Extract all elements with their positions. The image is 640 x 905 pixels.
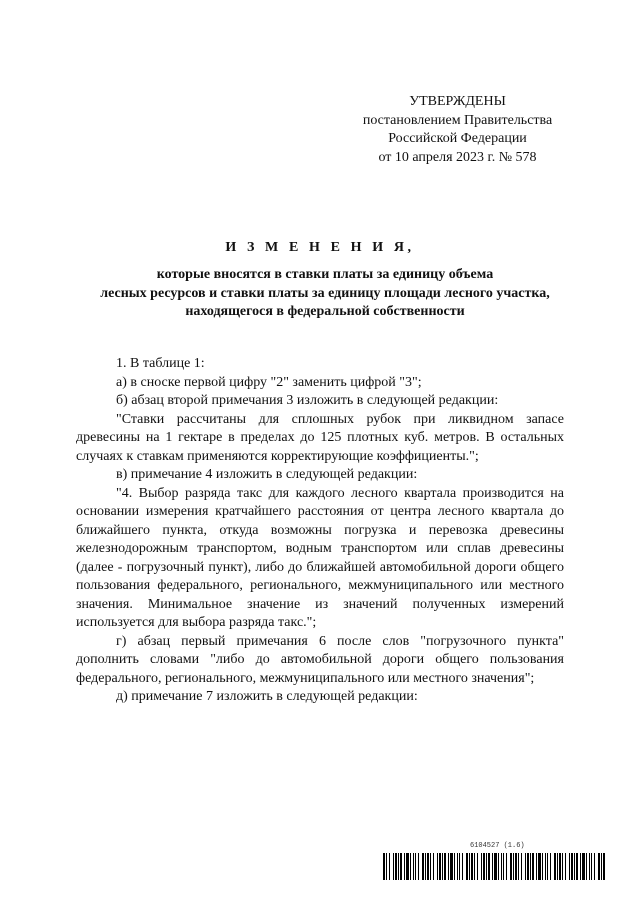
document-body [76, 355, 564, 707]
barcode-label: 6104527 (1.6) [470, 842, 525, 850]
barcode-image [383, 853, 605, 880]
paragraph-subitem-v: в) примечание 4 изложить в следующей редакции: [116, 467, 418, 482]
subtitle-line-1: которые вносятся в ставки платы за единицу объема [156, 267, 494, 282]
approval-decree-line: постановлением Правительства [362, 112, 553, 128]
subtitle-line-3: находящегося в федеральной собственности [185, 304, 465, 319]
approval-date-number: от 10 апреля 2023 г. № 578 [378, 149, 537, 165]
paragraph-subitem-d: д) примечание 7 изложить в следующей редакции: [116, 689, 418, 704]
document-title: И З М Е Н Е Н И Я, [225, 240, 415, 255]
paragraph-quote-note-3: "Ставки рассчитаны для сплошных рубок при ликвидном запасе древесины на 1 гектаре в пределах до 125 плотных куб. метров. В остальных случаях к ставкам применяются корректирующие коэффициенты."; [76, 411, 564, 464]
document-footer [383, 842, 605, 880]
approval-heading: УТВЕРЖДЕНЫ [409, 94, 506, 109]
paragraph-subitem-a: а) в сноске первой цифру "2" заменить цифрой "3"; [116, 374, 422, 390]
paragraph-item-1: 1. В таблице 1: [116, 356, 205, 371]
paragraph-subitem-g: г) абзац первый примечания 6 после слов "погрузочного пункта" дополнить словами "либо до автомобильной дороги общего пользования федерального, регионального, межмуниципального или местного значения"; [76, 633, 564, 686]
approval-authority-line: Российской Федерации [388, 131, 527, 146]
subtitle-line-2: лесных ресурсов и ставки платы за единицу площади лесного участка, [100, 285, 550, 301]
document-subtitle [40, 266, 610, 322]
paragraph-quote-note-4: "4. Выбор разряда такс для каждого лесного квартала производится на основании измерения кратчайшего расстояния от центра лесного квартала до ближайшего пункта, откуда возможны погрузка и перевозка древесины железнодорожным транспортом, водным транспортом или сплав древесины (далее - погрузочный пункт), либо до ближайшей автомобильной дороги общего пользования федерального, регионального, межмуниципального или местного значения. Минимальное значение из значений полученных измерений используется для выбора разряда такс."; [76, 485, 564, 630]
paragraph-subitem-b: б) абзац второй примечания 3 изложить в следующей редакции: [116, 393, 499, 408]
approval-block [350, 93, 565, 167]
